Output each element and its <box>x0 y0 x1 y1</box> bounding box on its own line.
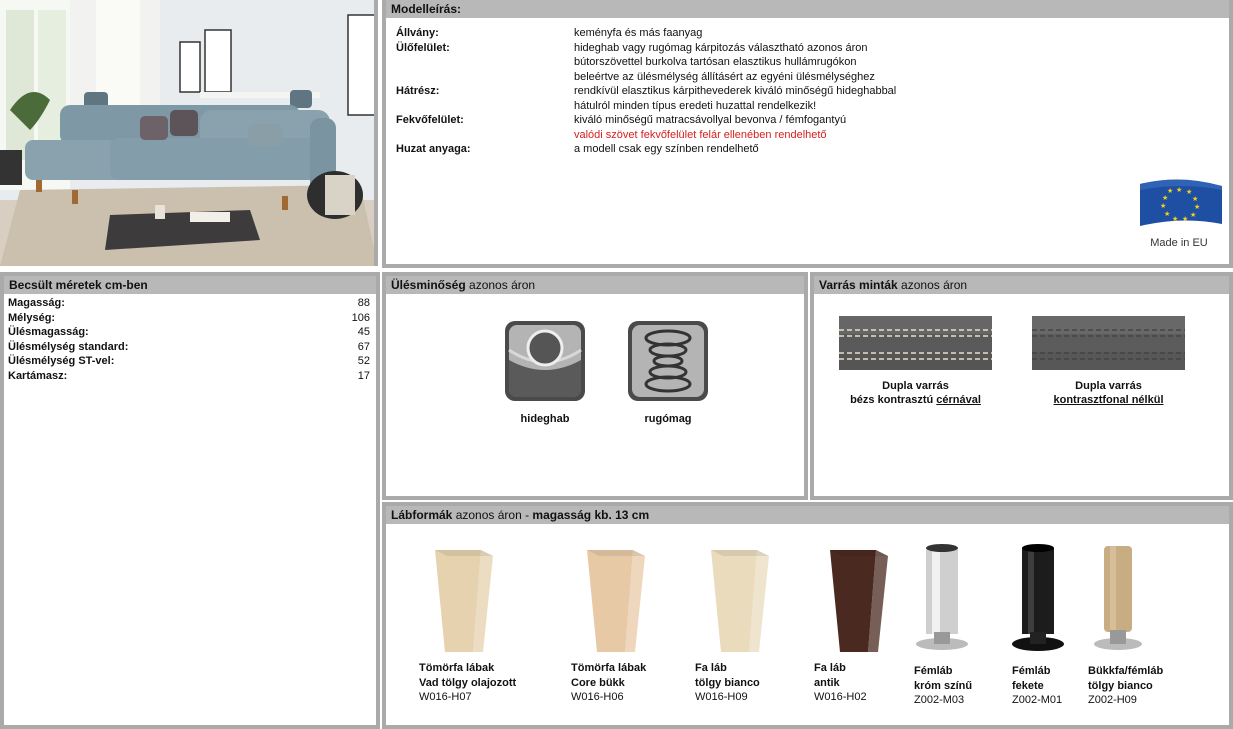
leg-image <box>814 542 914 662</box>
description-value: beleértve az ülésmélység állításért az egyéni ülésmélységhez <box>574 70 875 83</box>
dimension-value: 17 <box>357 370 370 382</box>
leg-caption <box>419 661 531 705</box>
spring-core-label: rugómag <box>644 413 692 425</box>
description-value: bútorszövettel burkolva tartósan elasztikus hullámrugókon <box>574 56 857 68</box>
seat-quality-header: Ülésminőség azonos áron <box>386 276 804 294</box>
leg-variant: antik <box>814 676 840 689</box>
double-stitch-contrast-caption: Dupla varrás bézs kontrasztú cérnával <box>850 380 981 406</box>
leg-caption <box>695 661 807 705</box>
double-stitch-no-contrast-swatch <box>1032 316 1185 370</box>
stitch-patterns-header: Varrás minták azonos áron <box>814 276 1229 294</box>
leg-variant: Vad tölgy olajozott <box>419 676 517 689</box>
description-value: kiváló minőségű matracsávollyal bevonva / fémfogantyú <box>574 114 847 126</box>
leg-name: Fa láb <box>695 662 727 674</box>
dimension-value: 88 <box>357 297 370 309</box>
dimension-label: Magasság: <box>8 297 65 309</box>
leg-code: W016-H06 <box>571 691 624 703</box>
model-description-panel <box>382 0 1233 268</box>
leg-code: W016-H02 <box>814 691 867 703</box>
leg-code: Z002-H09 <box>1088 694 1137 706</box>
leg-code: Z002-M01 <box>1012 694 1063 706</box>
double-stitch-contrast-swatch <box>839 316 992 370</box>
leg-image <box>914 542 1014 662</box>
description-label: Állvány: <box>396 27 439 39</box>
leg-name: Tömörfa lábak <box>419 662 495 674</box>
cold-foam-label: hideghab <box>520 413 570 425</box>
spring-core-icon <box>627 320 709 402</box>
leg-image <box>695 542 795 662</box>
svg-text:★: ★ <box>1182 215 1189 223</box>
leg-name: Fémláb <box>914 665 953 677</box>
leg-caption <box>1088 664 1200 708</box>
leg-option <box>814 524 924 724</box>
double-stitch-no-contrast-caption: Dupla varrás kontrasztfonal nélkül <box>1053 380 1164 406</box>
leg-shapes-header: Lábformák azonos áron - magasság kb. 13 cm <box>386 506 1229 524</box>
leg-option <box>571 524 681 724</box>
description-value: valódi szövet fekvőfelület felár ellenében rendelhető <box>574 128 827 141</box>
leg-option <box>1088 524 1198 724</box>
svg-text:★: ★ <box>1164 210 1171 218</box>
leg-caption <box>814 661 926 705</box>
stitch-patterns-panel <box>810 272 1233 500</box>
leg-name: Tömörfa lábak <box>571 662 647 674</box>
made-in-eu-label: Made in EU <box>1150 237 1208 249</box>
description-label: Huzat anyaga: <box>396 143 471 155</box>
leg-name: Bükkfa/fémláb <box>1088 665 1164 677</box>
svg-text:★: ★ <box>1194 203 1201 211</box>
svg-text:★: ★ <box>1190 211 1197 219</box>
description-label: Ülőfelület: <box>396 41 450 54</box>
svg-text:★: ★ <box>1192 195 1199 203</box>
description-value: rendkívül elasztikus kárpithevederek kiváló minőségű hideghabbal <box>574 85 897 97</box>
dimension-label: Mélység: <box>8 311 56 324</box>
leg-caption <box>914 664 1026 708</box>
description-label: Fekvőfelület: <box>396 114 464 126</box>
leg-variant: fekete <box>1012 679 1044 692</box>
description-label: Hátrész: <box>396 85 440 97</box>
dimension-value: 45 <box>357 326 370 339</box>
dimension-value: 67 <box>357 340 370 353</box>
leg-code: Z002-M03 <box>914 694 965 706</box>
leg-image <box>1088 542 1188 662</box>
leg-variant: tölgy bianco <box>695 676 760 689</box>
leg-image <box>419 542 519 662</box>
svg-text:★: ★ <box>1176 186 1183 194</box>
description-value: hátulról minden típus eredeti huzattal rendelkezik! <box>574 99 817 112</box>
description-value: hideghab vagy rugómag kárpitozás választható azonos áron <box>574 41 868 54</box>
leg-code: W016-H07 <box>419 691 472 703</box>
dimension-value: 52 <box>357 355 370 368</box>
dimensions-header: Becsült méretek cm-ben <box>4 276 376 294</box>
leg-variant: Core bükk <box>571 676 625 689</box>
leg-option <box>419 524 529 724</box>
leg-shapes-list <box>386 524 1229 724</box>
dimension-row <box>8 296 370 311</box>
svg-text:★: ★ <box>1186 188 1193 196</box>
model-description-body <box>386 18 1229 258</box>
sofa-photo <box>0 0 378 266</box>
leg-caption <box>571 661 683 705</box>
dimension-value: 106 <box>351 311 370 324</box>
svg-text:★: ★ <box>1172 215 1179 223</box>
dimension-label: Ülésmagasság: <box>8 326 89 339</box>
leg-variant: króm színű <box>914 679 973 692</box>
svg-text:★: ★ <box>1167 187 1174 195</box>
leg-name: Fa láb <box>814 662 846 674</box>
dimensions-panel <box>0 272 380 729</box>
dimension-label: Ülésmélység ST-vel: <box>8 355 115 368</box>
dimension-label: Kartámasz: <box>8 370 68 382</box>
made-in-eu-badge <box>1136 178 1226 248</box>
leg-code: W016-H09 <box>695 691 748 703</box>
description-value: keményfa és más faanyag <box>574 27 703 39</box>
dimension-row <box>8 354 370 369</box>
description-value: a modell csak egy színben rendelhető <box>574 143 759 155</box>
leg-name: Fémláb <box>1012 665 1051 677</box>
leg-option <box>914 524 1024 724</box>
svg-text:★: ★ <box>1162 194 1169 202</box>
svg-text:★: ★ <box>1160 202 1167 210</box>
dimension-row <box>8 311 370 326</box>
dimension-row <box>8 369 370 384</box>
leg-option <box>695 524 805 724</box>
model-description-header: Modelleírás: <box>386 0 1229 18</box>
dimension-label: Ülésmélység standard: <box>8 340 129 353</box>
dimensions-list <box>4 294 376 694</box>
leg-image <box>571 542 671 662</box>
dimension-row <box>8 340 370 355</box>
cold-foam-icon <box>504 320 586 402</box>
dimension-row <box>8 325 370 340</box>
leg-variant: tölgy bianco <box>1088 679 1153 692</box>
leg-shapes-panel <box>382 502 1233 729</box>
seat-quality-panel <box>382 272 808 500</box>
